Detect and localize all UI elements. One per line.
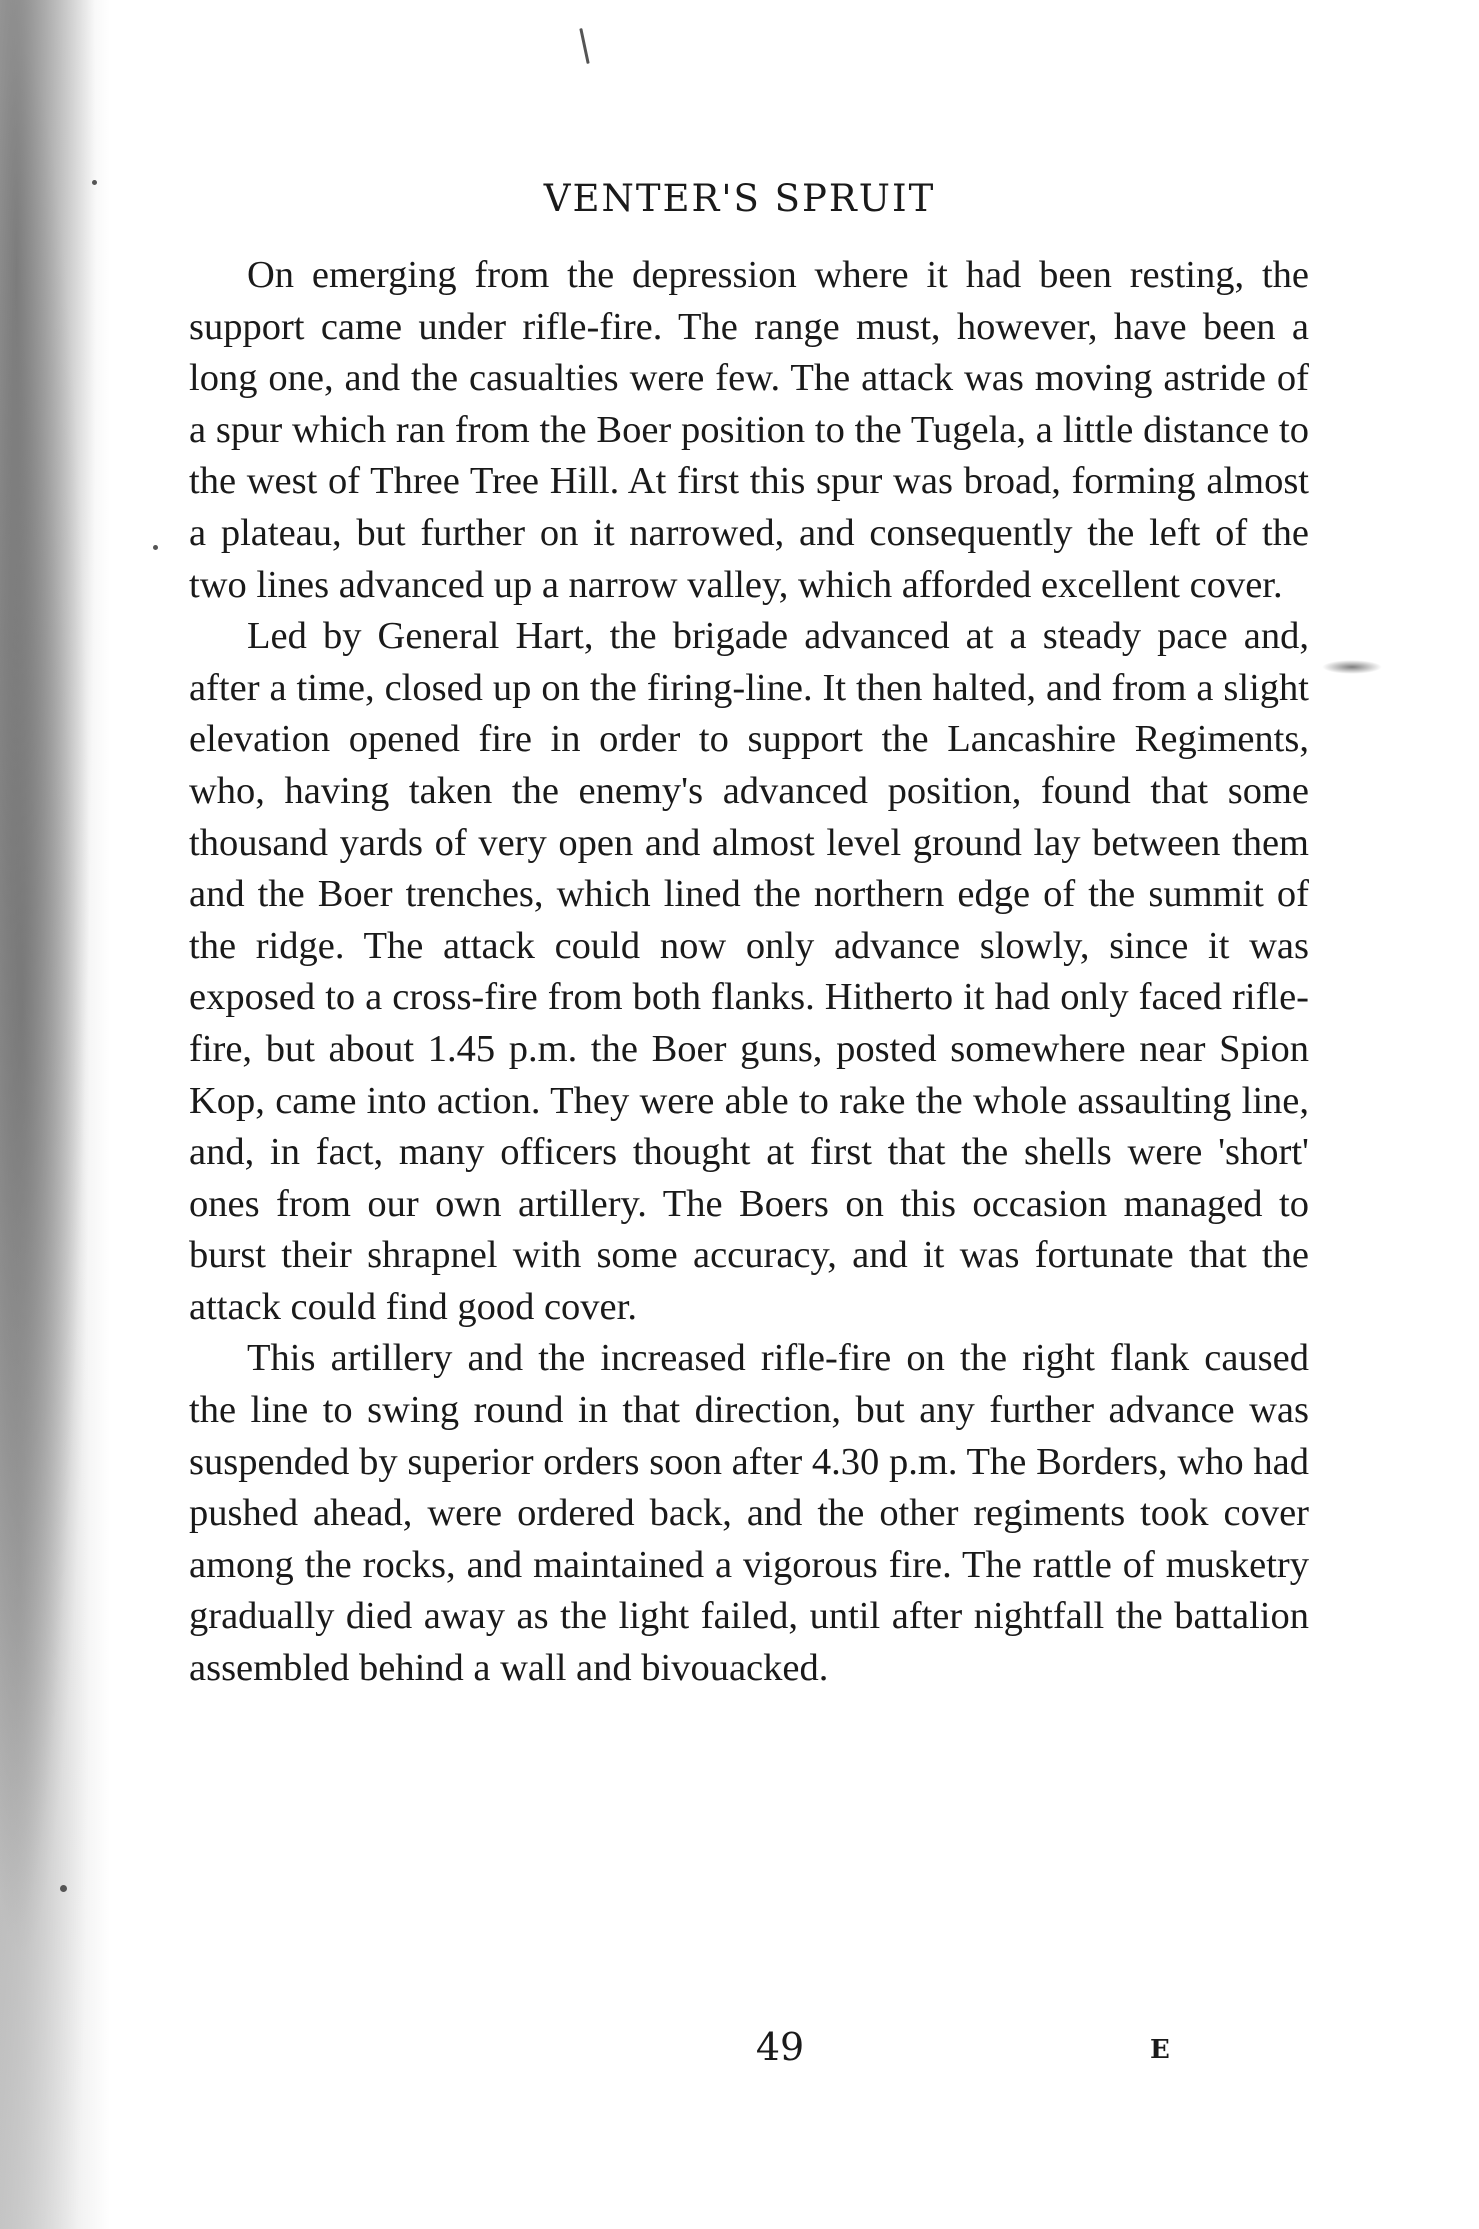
ink-blot (1322, 660, 1382, 674)
paragraph: On emerging from the depression where it had been resting, the support came under rifle-fire. The range must, however, have been a long one, and the casualties were few. The attack was moving astride of a spur which ran from the Boer position to the Tugela, a little distance to the west of Three Tree Hill. At first this spur was broad, forming almost a plateau, but further on it narrowed, and consequently the left of the two lines advanced up a narrow valley, which afforded excellent cover. (189, 254, 1309, 606)
running-head: VENTER'S SPRUIT (543, 177, 936, 220)
scan-speck (153, 545, 158, 550)
paragraph: This artillery and the increased rifle-fire on the right flank caused the line to swing round in that direction, but any further advance was suspended by superior orders soon after 4.30 p.m. The Borders, who had pushed ahead, were ordered back, and the other regiments took cover among the rocks, and maintained a vigorous fire. The rattle of musketry gradually died away as the light failed, until after nightfall the battalion assembled behind a wall and bivouacked. (189, 1337, 1309, 1690)
signature-mark: E (1150, 2035, 1170, 2065)
body-text (189, 250, 1309, 1695)
binding-shadow (0, 0, 110, 2229)
scan-speck (579, 28, 589, 64)
scan-speck (60, 1885, 67, 1892)
page-number: 49 (755, 2025, 805, 2069)
paragraph: Led by General Hart, the brigade advanced at a steady pace and, after a time, closed up on the firing-line. It then halted, and from a slight elevation opened fire in order to support the Lancashire Regiments, who, having taken the enemy's advanced position, found that some thousand yards of very open and almost level ground lay between them and the Boer trenches, which lined the northern edge of the summit of the ridge. The attack could now only advance slowly, since it was exposed to a cross-fire from both flanks. Hitherto it had only faced rifle-fire, but about 1.45 p.m. the Boer guns, posted somewhere near Spion Kop, came into action. They were able to rake the whole assaulting line, and, in fact, many officers thought at first that the shells were 'short' ones from our own artillery. The Boers on this occasion managed to burst their shrapnel with some accuracy, and it was fortunate that the attack could find good cover. (189, 615, 1309, 1328)
